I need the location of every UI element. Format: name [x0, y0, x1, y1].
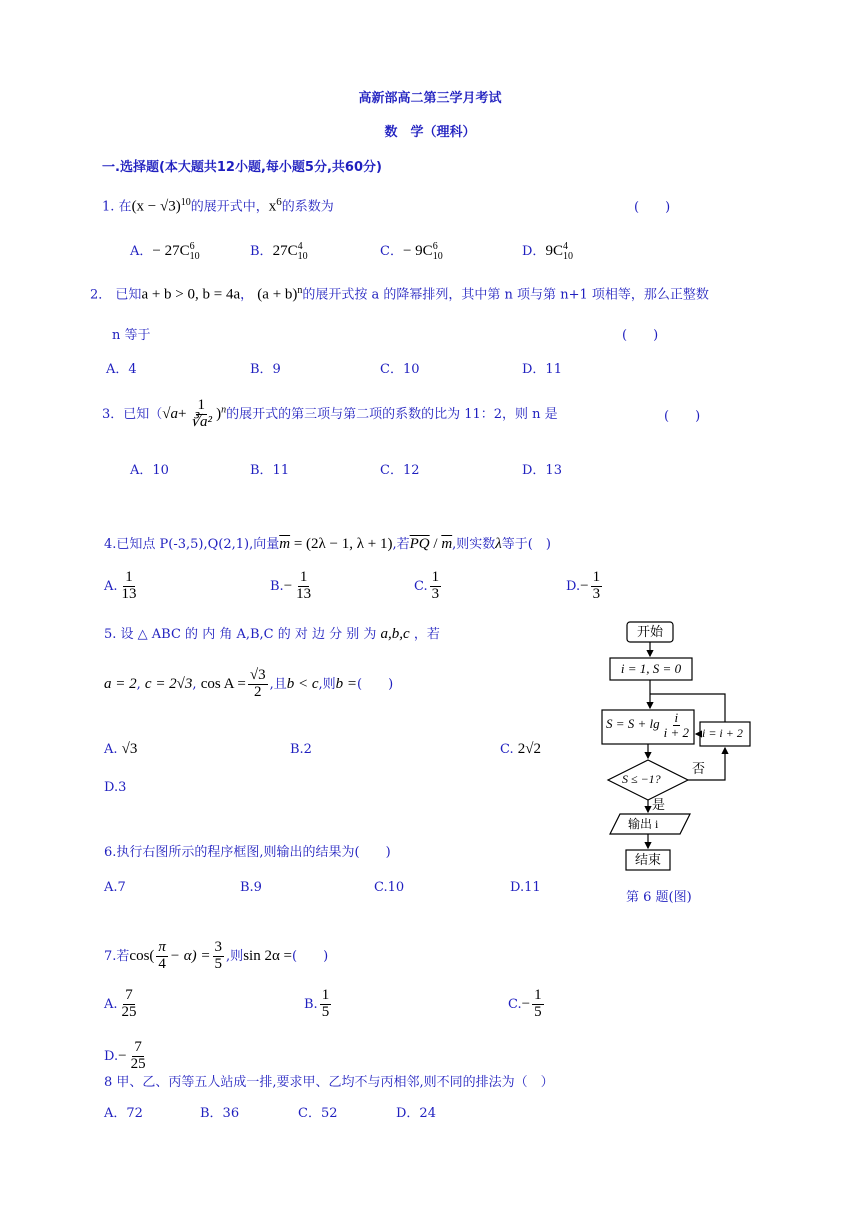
option-num: 1: [431, 569, 440, 585]
option-den: 25: [121, 1003, 137, 1020]
option-num: 1: [592, 569, 601, 585]
flow-assign: S = S + lg $\frac{i}{i + 2}$: [606, 710, 690, 740]
question-7: 7.若cos( $\frac{\pi}{4}$ − α) = $\frac{3}{5}$ ,则sin 2α =( ): [104, 939, 329, 972]
option-coef: − 27: [152, 243, 180, 259]
q2-option-d: D．11: [522, 362, 562, 377]
option-coef: − 9: [402, 243, 423, 259]
flow-condition: S ≤ −1?: [622, 772, 661, 786]
question-1: 1. 在$(x - √3)^{10}$的展开式中，$x^6$的系数为: [102, 196, 334, 215]
q2-option-a: A．4: [106, 362, 137, 377]
option-sub: 10: [297, 250, 308, 262]
flow-start: 开始: [636, 624, 663, 639]
q5-option-b: B.2: [290, 742, 312, 757]
q1-option: [250, 242, 308, 261]
option-num: 1: [125, 569, 133, 585]
exam-subtitle: 数 学（理科）: [384, 125, 476, 140]
section-heading: 一.选择题(本大题共12小题,每小题5分,共60分): [102, 160, 382, 175]
option-label: C.: [414, 578, 428, 594]
option-num: 1: [299, 569, 308, 585]
question-8: 8 甲、乙、丙等五人站成一排,要求甲、乙均不与丙相邻,则不同的排法为（ ）: [104, 1075, 554, 1090]
question-4: 4.已知点 P(-3,5),Q(2,1),向量$\overline{m} = (2\lambda - 1$, λ + 1),若$\overline{PQ} / \overline{m}$,则实数λ等于( ): [104, 536, 551, 552]
option-num: 7: [125, 987, 133, 1003]
option-label: B.: [304, 996, 318, 1012]
q3-option-b: B．11: [250, 463, 290, 478]
flow-yes-label: 是: [652, 798, 666, 813]
q5-option-c: C. 2√2: [500, 741, 541, 757]
option-sign: −: [118, 1047, 127, 1064]
option-den: 3: [592, 585, 601, 602]
option-sub: 10: [562, 250, 573, 262]
question-1-paren: ( ): [634, 200, 671, 215]
q6-option-b: B.9: [240, 880, 262, 895]
q8-option-c: C．52: [298, 1106, 338, 1121]
q4-option: [414, 570, 443, 603]
q7-option: [104, 988, 141, 1021]
option-c: C: [287, 243, 298, 259]
option-sub: 10: [189, 250, 200, 262]
option-sup: 6: [189, 241, 195, 252]
q2-option-b: B．9: [250, 362, 281, 377]
option-den: 3: [431, 585, 440, 602]
option-fraction: [294, 570, 313, 603]
option-sign: −: [283, 577, 293, 594]
q6-option-a: A.7: [104, 880, 126, 895]
option-den: 25: [130, 1055, 146, 1072]
option-label: A.: [104, 578, 118, 594]
flow-end: 结束: [634, 852, 661, 867]
option-fraction: [120, 570, 139, 603]
option-den: 13: [121, 585, 137, 602]
q7-option: [304, 988, 333, 1021]
q3-option-c: C．12: [380, 463, 420, 478]
option-fraction: [532, 988, 544, 1021]
q4-option: [104, 570, 141, 603]
flow-output: 输出 i: [628, 817, 659, 831]
option-num: 7: [134, 1039, 142, 1055]
q4-option: [270, 570, 315, 603]
option-sup: 6: [432, 241, 438, 252]
q1-option: [522, 242, 573, 261]
option-sup: 4: [297, 241, 303, 252]
question-5-line2: a = 2, c = 2√3, cos A = $\frac{√3}{2}$ ,且b < c,则b =( ): [104, 667, 394, 700]
option-sign: −: [521, 995, 531, 1012]
option-den: 5: [321, 1003, 330, 1020]
q6-option-c: C.10: [374, 880, 405, 895]
option-c: C: [179, 243, 190, 259]
q7-option: [104, 1040, 150, 1073]
option-coef: 27: [272, 243, 288, 259]
question-5-line1: 5. 设 △ ABC 的 内 角 A,B,C 的 对 边 分 别 为 a,b,c ，若: [104, 626, 440, 642]
option-num: 1: [534, 987, 542, 1003]
option-num: 1: [321, 987, 330, 1003]
q8-option-a: A．72: [104, 1106, 143, 1121]
option-label: B.: [270, 578, 284, 594]
flow-increment: i = i + 2: [702, 726, 743, 740]
question-2-line2: n 等于: [112, 328, 151, 343]
option-c: C: [552, 243, 563, 259]
q1-option: [130, 242, 200, 261]
q4-option: [566, 570, 604, 603]
option-fraction: [129, 1040, 148, 1073]
question-3-paren: ( ): [664, 409, 701, 424]
q3-option-d: D．13: [522, 463, 562, 478]
question-2: 2． 已知a + b > 0, b = 4a， $(a + b)^n$的展开式按 a 的降幂排列，其中第 n 项与第 n+1 项相等，那么正整数: [90, 285, 709, 303]
option-sub: 10: [432, 250, 443, 262]
flow-init: i = 1, S = 0: [620, 661, 682, 676]
q8-option-b: B．36: [200, 1106, 240, 1121]
option-fraction: [320, 988, 332, 1021]
q5-option-a: A. √3: [104, 741, 138, 757]
option-coef: 9: [545, 243, 553, 259]
q2-option-c: C．10: [380, 362, 420, 377]
option-label: C．: [380, 244, 403, 259]
option-fraction: [430, 570, 442, 603]
option-label: A.: [104, 996, 118, 1012]
question-6: 6.执行右图所示的程序框图,则输出的结果为( ): [104, 845, 391, 860]
q1-option: [380, 242, 443, 261]
option-label: D.: [104, 1048, 119, 1064]
option-label: D．: [522, 244, 546, 259]
option-c: C: [422, 243, 433, 259]
option-den: 13: [296, 585, 312, 602]
question-3: 3．已知（√a+ $\frac{1}{\text{∛a²}}$ )$^n$的展开式的第三项与第二项的系数的比为 11：2，则 n 是: [102, 397, 558, 430]
q6-option-d: D.11: [510, 880, 541, 895]
q3-option-a: A．10: [130, 463, 169, 478]
exam-title: 高新部高二第三学月考试: [358, 91, 502, 106]
flowchart-caption: 第 6 题(图): [626, 890, 692, 905]
option-label: A．: [130, 244, 153, 259]
option-fraction: [120, 988, 139, 1021]
option-sup: 4: [562, 241, 568, 252]
option-sign: −: [580, 577, 589, 594]
option-label: B．: [250, 244, 273, 259]
option-label: C.: [508, 996, 522, 1012]
question-2-paren: ( ): [622, 328, 659, 343]
q7-option: [508, 988, 546, 1021]
option-den: 5: [534, 1003, 542, 1020]
option-fraction: [591, 570, 603, 603]
q5-option-d: D.3: [104, 780, 127, 795]
flow-no-label: 否: [692, 762, 706, 777]
option-label: D.: [566, 578, 581, 594]
q8-option-d: D．24: [396, 1106, 436, 1121]
